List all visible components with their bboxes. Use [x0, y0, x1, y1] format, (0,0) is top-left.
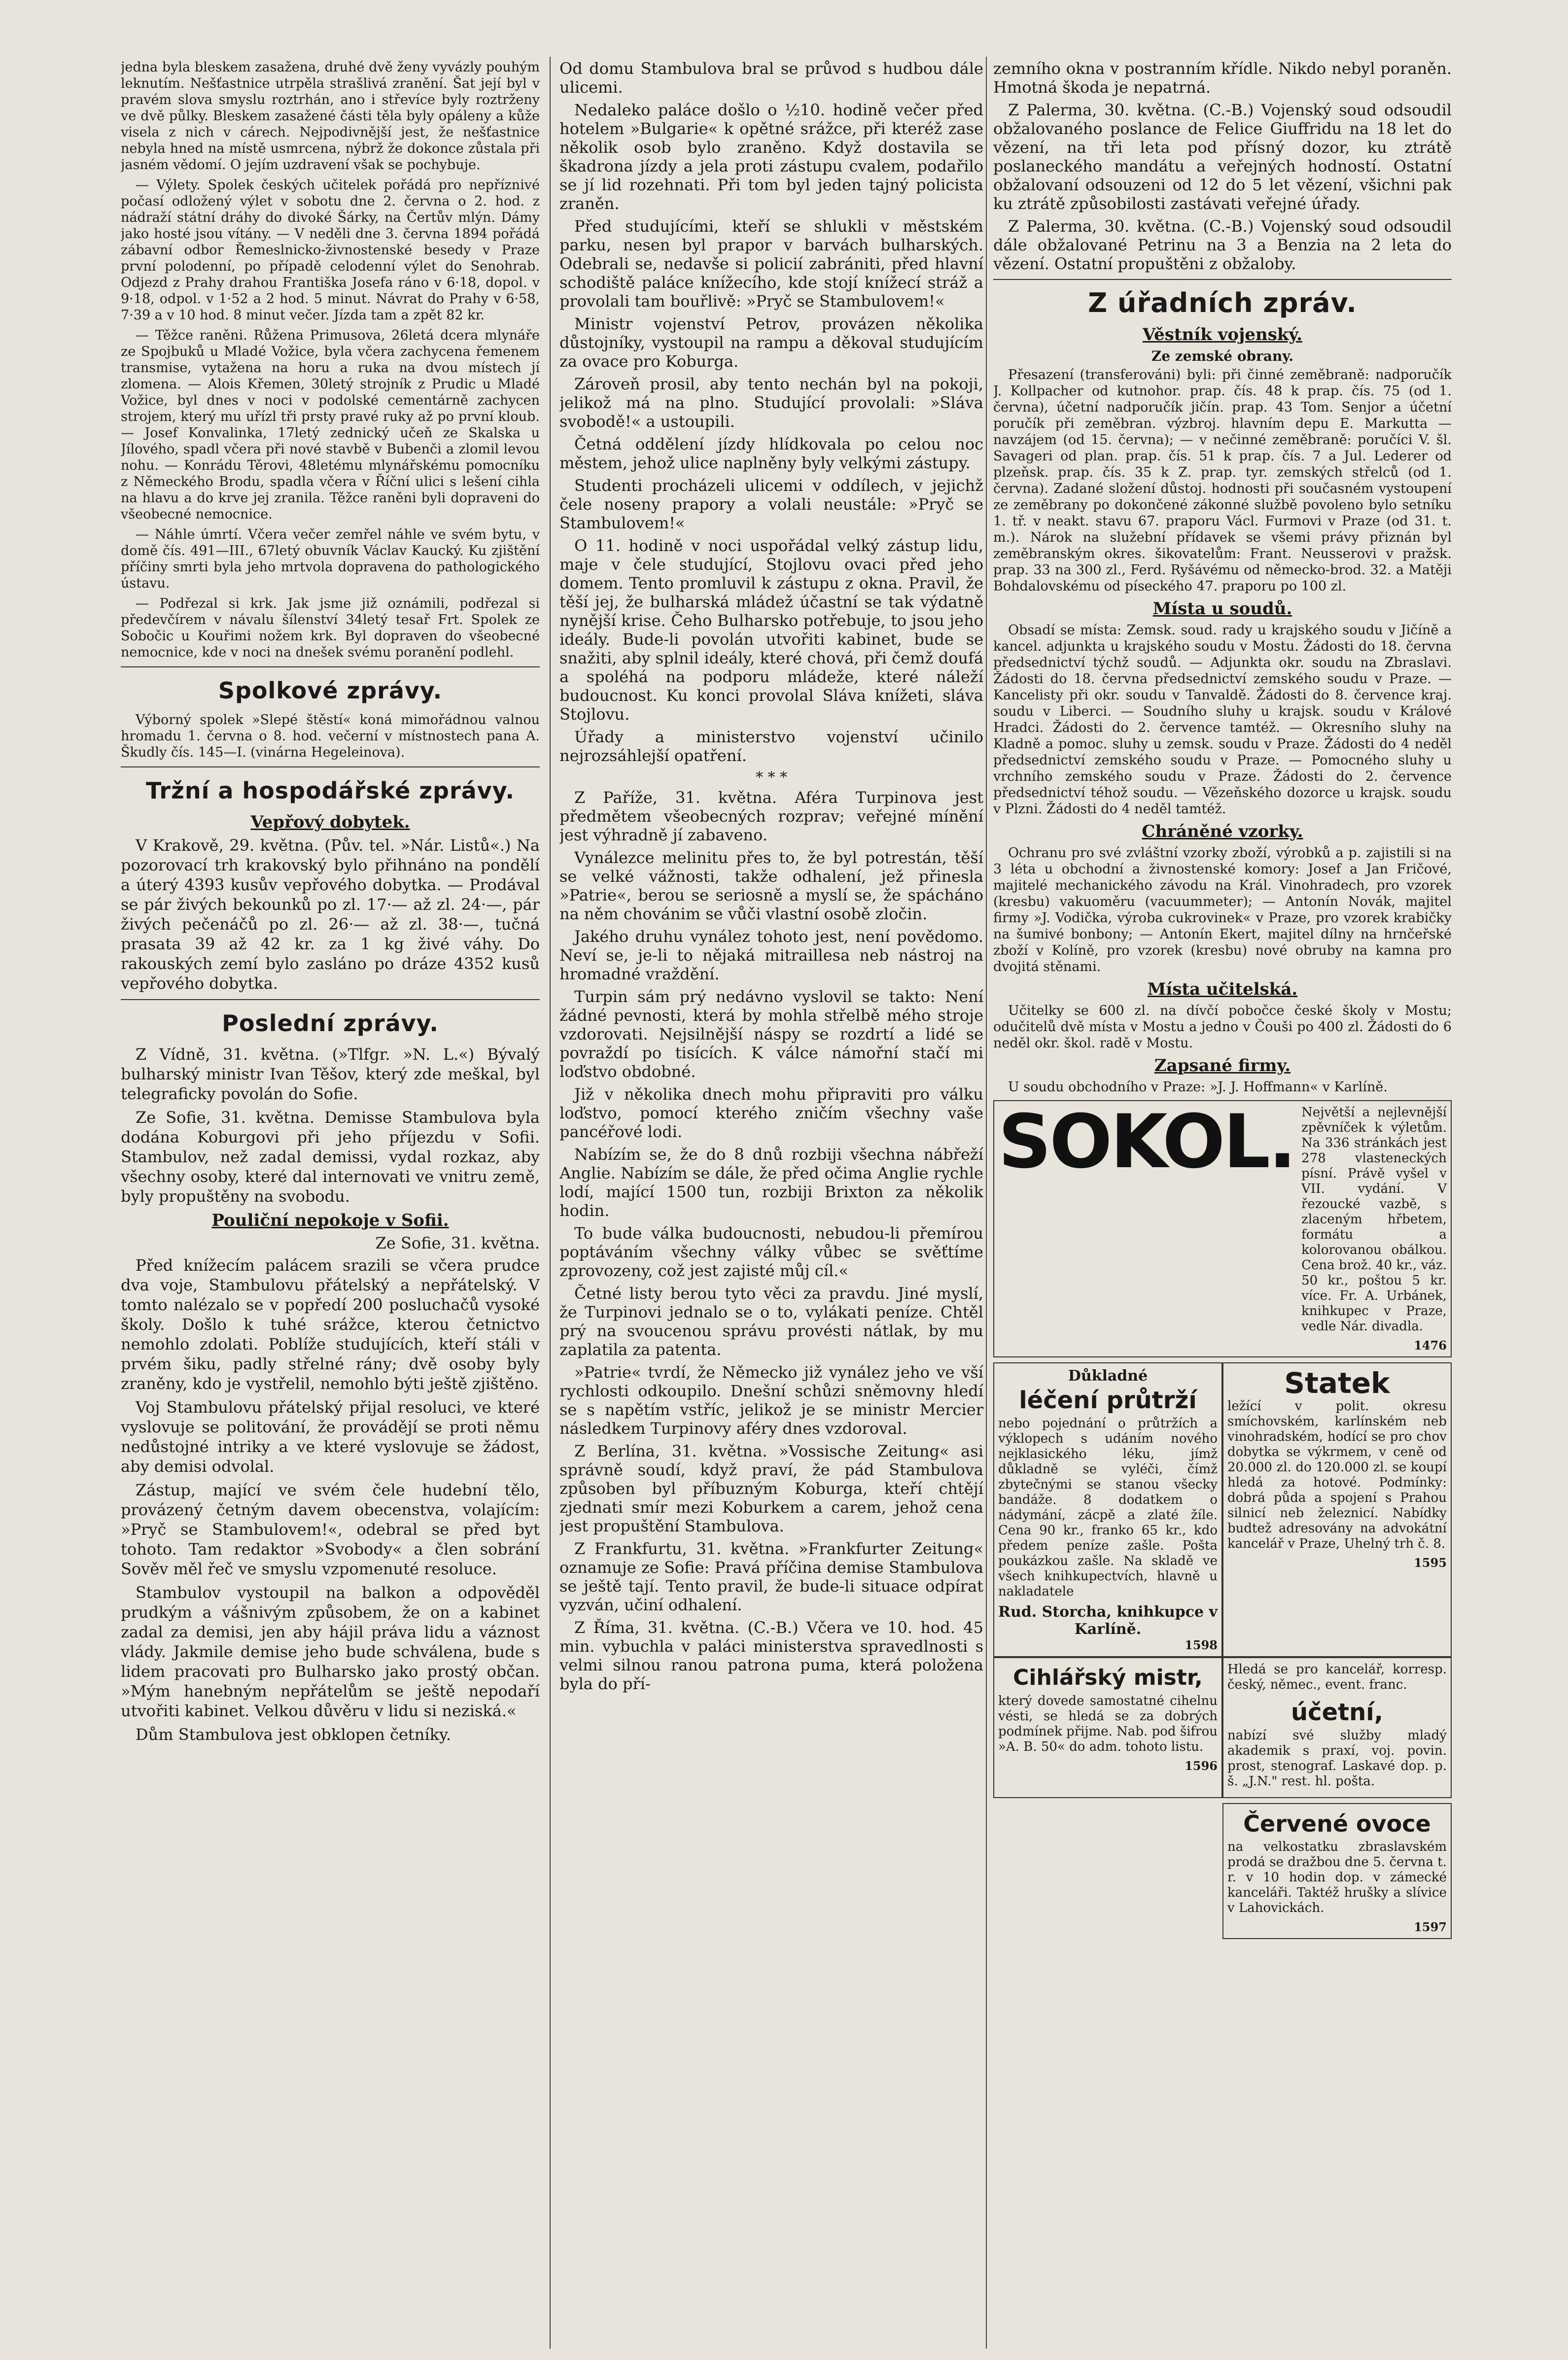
divider [121, 999, 540, 1000]
paragraph: Nabízím se, že do 8 dnů rozbiji všechna nábřeží Anglie. Nabízím se dále, že před očima Anglie rychle lodí, mající 1500 tun, rozbiji Brixton za několik hodin. [559, 1145, 983, 1220]
asterism: * * * [755, 769, 788, 786]
article-riots-1: Před knížecím palácem srazili se včera prudce dva voje, Stambulovu přátelský a nepřátelský. V tomto nalézalo se v popředí 200 posluchačů vysoké školy. Došlo k tuhé srážce, kterou četnictvo nemohlo zdolati. Poblíže studujících, kteří stáli v prvém šiku, padly střelné rány; dvě osoby byly zraněny, kdo je vystřelil, nemohlo býti ještě zjištěno. [121, 1256, 540, 1393]
paragraph: To bude válka budoucnosti, nebudou-li přemírou poptáváním všechny války vůbec se svěťtíme zprovozeny, což jest zajisté můj cíl.« [559, 1224, 983, 1280]
article-riots-5: Dům Stambulova jest obklopen četníky. [136, 1725, 452, 1744]
column-divider [550, 57, 551, 2349]
advert-brickmaker [993, 1657, 1222, 1798]
subsection-title-riots: Pouliční nepokoje v Sofii. [211, 1211, 449, 1230]
advert-hernia [993, 1362, 1222, 1657]
subsection-title-patterns: Chráněné vzorky. [1142, 822, 1303, 841]
article-riots-3: Zástup, mající ve svém čele hudební tělo, provázený četným davem obecenstva, volajícím: »Pryč se Stambulovem!«, odebral se před byt tohoto. Tam redaktor »Svobody« a člen sobrání Sověv měl řeč ve smyslu vzpomenuté resoluce. [121, 1481, 540, 1578]
article-teachers: Učitelky se 600 zl. na dívčí pobočce české školy v Mostu; odučitelů dvě místa v Mostu a jedno v Čouši po 400 zl. Žádosti do 6 neděl okr. škol. radě v Mostu. [993, 1003, 1452, 1051]
article-riots-4: Stambulov vystoupil na balkon a odpověděl prudkým a vášnivým způsobem, že on a kabinet zadal za demisi, jen aby hájil práva lidu a váznost vlády. Jakmile demise jeho bude schválena, bude s lidem pracovati pro Bulharsko jako prostý občan. »Mým hanebným nepřátelům se ještě nepodaří utvořiti kabinet. Velkou důvěru v lidu si neziská.« [121, 1583, 540, 1720]
article-riots-2: Voj Stambulovu přátelský přijal resoluci, ve které vyslovuje se politování, že provádějí se proti němu nedůstojné intriky a ve které vyslovuje se žádost, aby demisi odvolal. [121, 1398, 540, 1476]
article-sofia: Ze Sofie, 31. května. Demisse Stambulova byla dodána Koburgovi při jeho příjezdu v Sofii. Stambulov, než zadal demissi, vydal rozkaz, aby všechny osoby, které dal internovati ve vnitru země, byly propuštěny na svobodu. [121, 1108, 540, 1206]
article-sudden-death: — Náhle úmrtí. Včera večer zemřel náhle ve svém bytu, v domě čís. 491—III., 67letý obuvník Václav Kaucký. Ku zjištění příčiny smrti byla jeho mrtvola dopravena do pathologického ústavu. [121, 527, 540, 591]
dateline: Ze Sofie, 31. května. [375, 1234, 540, 1252]
advert-sokol [993, 1100, 1452, 1357]
advert-number: 1476 [1414, 1338, 1447, 1353]
subsection-title-courts: Místa u soudů. [1152, 599, 1292, 619]
article-vienna: Z Vídně, 31. května. (»Tlfgr. »N. L.«) Bývalý bulharský ministr Ivan Těšov, který zde meškal, byl telegraficky povolán do Sofie. [121, 1045, 540, 1103]
subsection-title-teachers: Místa učitelská. [1147, 979, 1298, 999]
article-military: Přesazení (transferováni) byli: při činné zeměbraně: nadporučík J. Kollpacher od kutnohor. prap. čís. 48 k prap. čís. 75 (od 1. června), účetní nadporučík jičín. prap. 43 Tom. Senjor a účetní poručík při zeměbran. výzbroj. hlavním depu E. Markutta — navzájem (od 15. června); — v nečinné zeměbraně: poručíci V. šl. Savageri od plan. prap. čís. 51 k prap. čís. 7 a Jul. Lederer od plzeňsk. prap. čís. 35 k Z. prap. tyr. zemských střelců (od 1. června). Zadané složení důstoj. hodnosti při současném vystoupení ze zeměbrany po dokončené zákonné službě povoleno bylo setníku 1. tř. v neakt. stavu 67. praporu Václ. Furmovi v Praze (od 31. t. m.). Nárok na služební přídavek se všemi právy přiznán byl zeměbranským okres. šikovatelům: Frant. Neusserovi v pražsk. prap. 33 na 300 zl., Ferd. Ryšávému od německo-brod. 32. a Matěji Bohdalovskému od píseckého 47. praporu po 100 zl. [993, 367, 1452, 594]
advert-text: na velkostatku zbraslavském prodá se dražbou dne 5. června t. r. v 10 hodin dop. v zámecké kanceláři. Taktéž hrušky a slívice v Lahovickách. [1227, 1839, 1447, 1915]
paragraph: Vynálezce melinitu přes to, že byl potrestán, těší se velké vážnosti, takže odhalení, jež přinesla »Patrie«, berou se seriosně a myslí se, že spácháno na něm chovánim se vůči vlastní osobě zločin. [559, 848, 983, 923]
advert-accountant [1222, 1657, 1452, 1798]
divider [993, 279, 1452, 280]
advert-text: ležící v polit. okresu smíchovském, karlínském neb vinohradském, hodící se pro chov dobytka se výkrmem, v ceně od 20.000 zl. do 120.000 zl. se koupí hledá za hotové. Podmínky: dobrá půda a spojení s Prahou silnicí neb železnicí. Nabídky budtež adresovány na advokátní kancelář v Praze, Uhelný trh č. 8. [1227, 1399, 1447, 1551]
paragraph: Četná oddělení jízdy hlídkovala po celou noc městem, jehož ulice naplněny byly velkými zástupy. [559, 435, 983, 472]
column-2 [559, 59, 983, 1697]
advert-text: nebo pojednání o průtržích a výklopech s udáním nového nejklasického léku, jímž důkladně se vyléči, čímž zbytečnými se stanou všecky bandáže. 8 dodatkem o nádymání, zácpě a zlaté žíle. Cena 90 kr., franko 65 kr., kdo předem peníze zašle. Pošta poukázkou zašle. Na skladě ve všech knihkupectvích, hlavně u nakladatele [998, 1416, 1218, 1599]
paragraph: Z Palerma, 30. května. (C.-B.) Vojenský soud odsoudil dále obžalované Petrinu na 3 a Benzia na 2 leta do vězení. Ostatní propuštěni z obžaloby. [993, 217, 1452, 273]
section-title-latest: Poslední zprávy. [222, 1010, 439, 1037]
article-firms: U soudu obchodního v Praze: »J. J. Hoffmann« v Karlíně. [1008, 1079, 1388, 1095]
column-1 [121, 59, 540, 1748]
article-patterns: Ochranu pro své zvláštní vzorky zboží, výrobků a p. zajistili si na 3 léta u obchodní a živnostenské komory: Josef a Jan Fričové, majitelé mechanického závodu na Král. Vinohradech, pro vzorek (kresbu) vakuoměru (vacuummeter); — Antonín Novák, majitel firmy »J. Vodička, výroba cukrovinek« v Praze, pro vzorek krabičky na šumivé bonbony; — Antonín Ekert, majitel dílny na hrnčeřské zboží v Kolíně, pro vzorek (kresbu) nové obruby na kamna pro dvojitá stěnami. [993, 845, 1452, 974]
advert-title: Cihlářský mistr, [1013, 1665, 1203, 1690]
advert-publisher: Rud. Storcha, knihkupce v Karlíně. [998, 1603, 1218, 1638]
paragraph: Z Říma, 31. května. (C.-B.) Včera ve 10. hod. 45 min. vybuchla v paláci ministerstva spravedlnosti s velmi silnou ranou patrona puma, která položena byla do pří- [559, 1618, 983, 1693]
advert-row [993, 1362, 1452, 1657]
article-cut-throat: — Podřezal si krk. Jak jsme již oznámili, podřezal si předevčírem v návalu šílenství 34letý tesař Frt. Spolek ze Sobočic u Kouřimi nožem krk. Byl dopraven do všeobecné nemocnice, kde v noci na dnešek svému poranění podlehl. [121, 596, 540, 660]
paragraph: Z Berlína, 31. května. »Vossische Zeitung« asi správně soudí, když praví, že pád Stambulova způsoben byl příbuzným Koburga, kteří chtějí zjednati smír mezi Koburkem a carem, jehož cena jest propuštění Stambulova. [559, 1442, 983, 1535]
paragraph: zemního okna v postranním křídle. Nikdo nebyl poraněn. Hmotná škoda je nepatrná. [993, 59, 1452, 97]
paragraph: Již v několika dnech mohu připraviti pro válku loďstvo, pomocí kterého zničím všechny vaše pancéřové lodi. [559, 1085, 983, 1141]
subsection-title-firms: Zapsané firmy. [1154, 1056, 1291, 1076]
article-courts: Obsadí se místa: Zemsk. soud. rady u krajského soudu v Jičíně a kancel. adjunkta u krajského soudu v Mostu. Žádosti do 18. června předsednictví týchž soudů. — Adjunkta okr. soudu na Zbraslavi. Žádosti do 18. června předsednictví zemského soudu v Praze. — Kancelisty při okr. soudu v Tanvaldě. Žádosti do 8. července kraj. soudu v Liberci. — Soudního sluhy u krajsk. soudu v Králové Hradci. Žádosti do 2. července tamtéž. — Okresního sluhy na Kladně a pomoc. sluhy u zemsk. soudu v Praze. Žádosti do 4 neděl předsednictví zemského soudu v Praze. — Pomocného sluhy u vrchního zemského soudu v Praze. Žádosti do 2. července předsednictví téhož soudu. — Vězeňského dozorce u krajsk. soudu v Plzni. Žádosti do 4 neděl tamtéž. [993, 623, 1452, 817]
advert-pretitle: Hledá se pro kancelář, korresp. český, němec., event. franc. [1227, 1662, 1447, 1692]
article-pig-market: V Krakově, 29. května. (Pův. tel. »Nár. Listů«.) Na pozorovací trh krakovský bylo přihnáno na pondělí a úterý 4393 kusův vepřového dobytka. — Prodával se pár živých bekounků po zl. 17·— až zl. 24·—, pár živých pečenáčů po zl. 26·— až zl. 38·—, tučná prasata 39 až 42 kr. za 1 kg živé váhy. Do rakouských zemí bylo zasláno po dráze 4352 kusů vepřového dobytka. [121, 836, 540, 993]
advert-number: 1596 [1185, 1759, 1218, 1773]
subsection-title-pigs: Vepřový dobytek. [250, 812, 410, 832]
advert-title: Statek [1284, 1366, 1390, 1400]
advert-estate [1222, 1362, 1452, 1657]
paragraph: Zároveň prosil, aby tento nechán byl na pokoji, jelikož má na plno. Studující provolali: »Sláva svobodě!« a ustoupili. [559, 375, 983, 431]
paragraph: Nedaleko paláce došlo o ½10. hodině večer před hotelem »Bulgarie« k opětné srážce, při kteréž zase několik osob bylo zraněno. Když dostavila se škadrona jízdy a jela proti zástupu cvalem, podařilo se jí lid rozehnati. Při tom byl jeden tajný policista zraněn. [559, 101, 983, 213]
section-title-market: Tržní a hospodářské zprávy. [146, 777, 515, 804]
paragraph: Od domu Stambulova bral se průvod s hudbou dále ulicemi. [559, 59, 983, 97]
paragraph: Z Palerma, 30. května. (C.-B.) Vojenský soud odsoudil obžalovaného poslance de Felice Giuffridu na 18 let do vězení, na tři leta pod přísný dozor, ku ztrátě poslaneckého mandátu a veřejných hodností. Ostatní obžalovaní odsouzeni od 12 do 5 let vězení, všichni pak ku ztrátě způsobilosti zastávati veřejné úřady. [993, 101, 1452, 213]
subsection-subtitle: Ze zemské obrany. [1151, 348, 1294, 364]
paragraph: Jakého druhu vynález tohoto jest, není povědomo. Neví se, je-li to nějaká mitraillesa neb nástroj na hromadné vraždění. [559, 927, 983, 983]
paragraph: Četné listy berou tyto věci za pravdu. Jiné myslí, že Turpinovi jednalo se o to, vylákati peníze. Chtěl prý na svoucenou správu provésti nátlak, by mu zaplatila za patenta. [559, 1284, 983, 1359]
advert-sokol-logo: SOKOL. [998, 1099, 1295, 1185]
column-divider [986, 57, 987, 2349]
column-3 [993, 59, 1452, 1944]
advert-number: 1597 [1414, 1920, 1447, 1934]
article-clubs: Výborný spolek »Slepé štěstí« koná mimořádnou valnou hromadu 1. června o 8. hod. večerní v místnostech pana A. Škudly čís. 145—I. (vinárna Hegeleinova). [121, 712, 540, 760]
advert-sokol-text: Největší a nejlevnější zpěvníček k výletům. Na 336 stránkách jest 278 vlasteneckých písní. Právě vyšel v VII. vydání. V řezoucké vazbě, s zlaceným hřbetem, formátu a kolorovanou obálkou. Cena brož. 40 kr., váz. 50 kr., poštou 5 kr. více. Fr. A. Urbánek, knihkupec v Praze, vedle Nár. divadla. [1301, 1105, 1447, 1334]
advert-number: 1598 [1185, 1638, 1218, 1652]
article-lightning: jedna byla bleskem zasažena, druhé dvě ženy vyvázly pouhým leknutím. Nešťastnice utrpěla strašlivá zranění. Šat její byl v pravém slova smyslu roztrhán, ano i střevíce byly roztrženy ve dvě půlky. Bleskem zasažené části těla byly opáleny a kůže visela z nich v cárech. Nejpodivnější jest, že nešťastnice nebyla hned na místě usmrcena, nýbrž že dokonce zůstala při jasném vědomí. O jejím uzdravení však se pochybuje. [121, 60, 540, 173]
article-injured: — Těžce raněni. Růžena Primusova, 26letá dcera mlynáře ze Spojbuků u Mladé Vožice, byla včera zachycena řemenem transmise, vytažena na horu a ruka na dvou místech jí zlomena. — Alois Křemen, 30letý strojník z Prudic u Mladé Vožice, byl dnes v noci v podolské cementárně zachycen strojem, který mu uřízl tři prsty pravé ruky až po první kloub. — Josef Konvalinka, 17letý zednický učeň ze Skalska u Jílového, spadl včera při nové stavbě v Bubenči a zlomil levou nohu. — Konrádu Těrovi, 48letému mlynářskému pomocníku z Německého Brodu, spadla včera v Říční ulici s lešení cihla na hlavu a do krve jej zranila. Těžce raněni byli dopraveni do všeobecné nemocnice. [121, 328, 540, 522]
advert-title: Červené ovoce [1243, 1810, 1431, 1837]
advert-title: léčení průtrží [1019, 1387, 1197, 1414]
paragraph: »Patrie« tvrdí, že Německo již vynález jeho ve vší rychlosti odkoupilo. Dnešní schůzi sněmovny hledí se s napětím vstříc, jelikož je se ministr Mercier následkem Turpinovy aféry dnes vzdoroval. [559, 1363, 983, 1438]
advert-number: 1595 [1414, 1556, 1447, 1570]
section-title-clubs: Spolkové zprávy. [218, 677, 443, 704]
subsection-title-military: Věstník vojenský. [1142, 325, 1303, 345]
paragraph: Z Paříže, 31. května. Aféra Turpinova jest předmětem všeobecných rozprav; veřejné mínění jest výhradně jí zabaveno. [559, 788, 983, 844]
divider [121, 766, 540, 767]
paragraph: Před studujícími, kteří se shlukli v městském parku, nesen byl prapor v barvách bulharských. Odebrali se, nedavše si policií zabrániti, před hlavní schodiště paláce knížecího, kde stojí knížecí stráž a provolali tam bouřlivě: »Pryč se Stambulovem!« [559, 217, 983, 311]
advert-title: účetní, [1291, 1699, 1383, 1726]
divider [121, 666, 540, 667]
paragraph: Turpin sám prý nedávno vyslovil se takto: Není žádné pevnosti, která by mohla střelbě mého stroje vzdorovati. Nejsilnější náspy se rozdrtí a lidé se povraždí po tisících. K válce námořní stačí mi loďstvo obdobné. [559, 987, 983, 1081]
paragraph: Ministr vojenství Petrov, provázen několika důstojníky, vystoupil na rampu a děkoval studujícím za ovace pro Koburga. [559, 314, 983, 371]
advert-text: nabízí své služby mladý akademik s praxí, voj. povin. prost, stenograf. Laskavé dop. p. š. „J.N." rest. hl. pošta. [1227, 1728, 1447, 1789]
article-trips: — Výlety. Spolek českých učitelek pořádá pro nepříznivé počasí odložený výlet v sobotu dne 2. června o 2. hod. z nádraží státní dráhy do divoké Šárky, na Čertův mlýn. Dámy jako hosté jsou vítány. — V neděli dne 3. června 1894 pořádá zábavní odbor Řemeslnicko-živnostenské besedy v Praze první polodenní, po případě celodenní výlet do Senohrab. Odjezd z Prahy drahou Františka Josefa ráno v 6·18, dopol. v 9·18, odpol. v 1·52 a 2 hod. 5 minut. Návrat do Prahy v 6·58, 7·39 a v 10 hod. 8 minut večer. Jízda tam a zpět 82 kr. [121, 177, 540, 323]
paragraph: Z Frankfurtu, 31. května. »Frankfurter Zeitung« oznamuje ze Sofie: Pravá příčina demise Stambulova se ještě tají. Tento pravil, že bude-li situace odpírat vyzván, učiní odhalení. [559, 1539, 983, 1614]
advert-fruit [1222, 1803, 1452, 1939]
advert-row [993, 1657, 1452, 1798]
advert-pretitle: Důkladné [1068, 1367, 1148, 1385]
paragraph: Úřady a ministerstvo vojenství učinilo nejrozsáhlejší opatření. [559, 728, 983, 765]
advert-text: který dovede samostatné cihelnu vésti, se hledá se za dobrých podmínek přijme. Nab. pod šifrou »A. B. 50« do adm. tohoto listu. [998, 1694, 1218, 1754]
paragraph: Studenti procházeli ulicemi v oddílech, v jejichž čele noseny prapory a volali neustále: »Pryč se Stambulovem!« [559, 476, 983, 532]
paragraph: O 11. hodině v noci uspořádal velký zástup lidu, maje v čele studující, Stojlovu ovaci před jeho domem. Tento promluvil k zástupu z okna. Pravil, že těší jej, že bulharská mládež účastní se tak výdatně nynější krise. Čeho Bulharsko potřebuje, to jsou jeho ideály. Bude-li povolán utvořiti kabinet, bude se snažiti, aby splnil ideály, které chová, při čemž doufá a spoléhá na podporu mládeže, které náleží budoucnost. Ku konci provolal Sláva knížeti, sláva Stojlovu. [559, 536, 983, 724]
section-title-official: Z úřadních zpráv. [1088, 287, 1357, 318]
